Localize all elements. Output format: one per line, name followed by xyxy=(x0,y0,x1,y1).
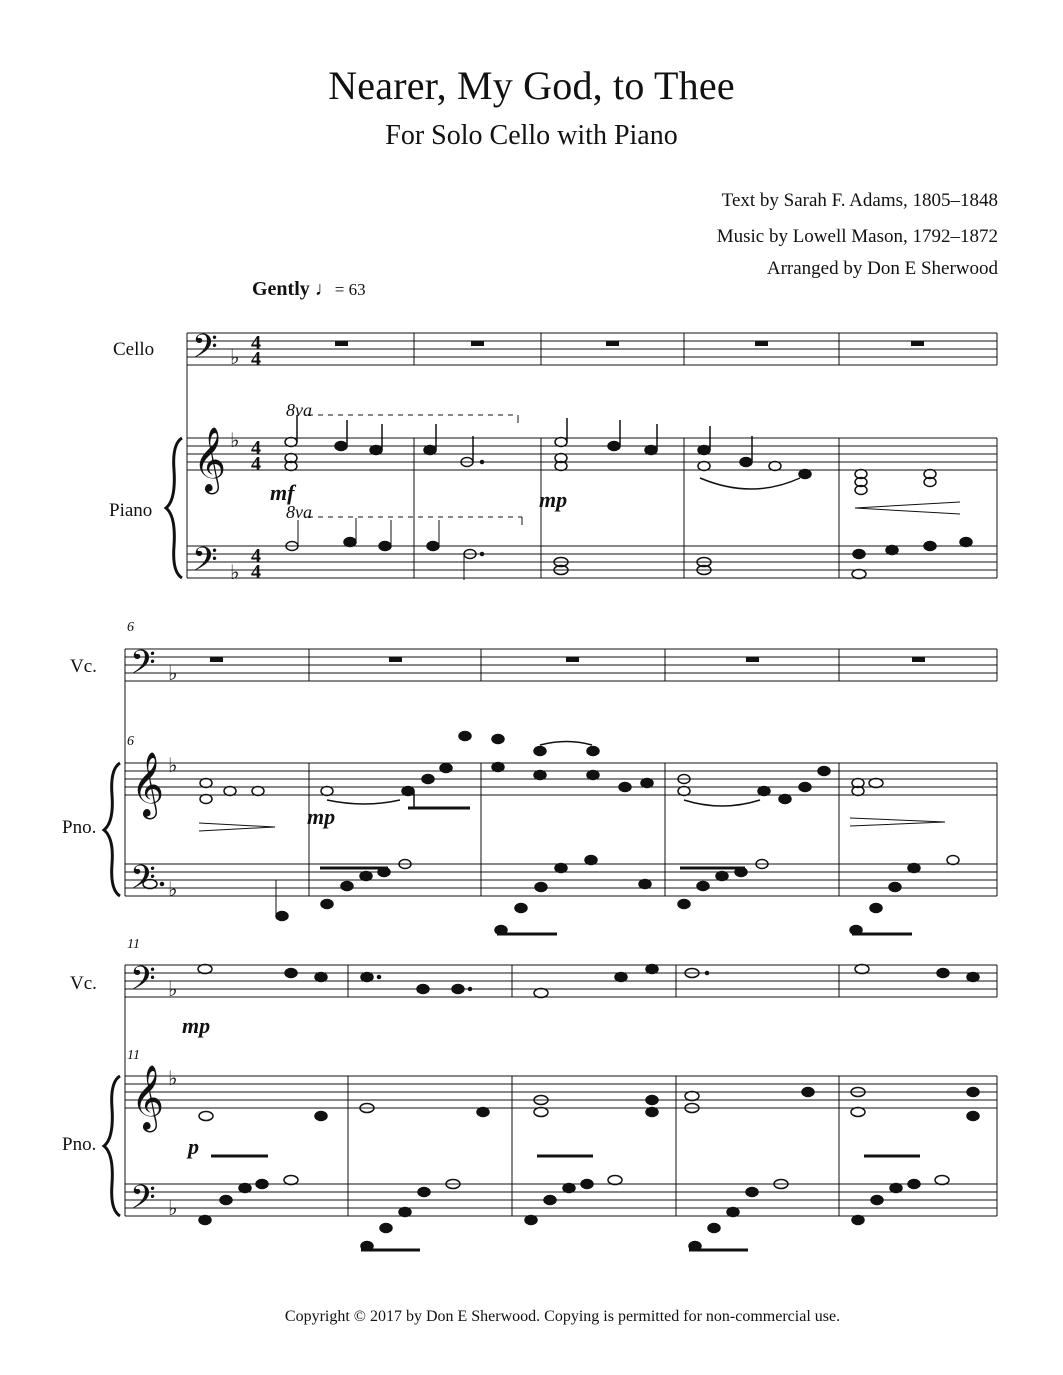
measure-number: 11 xyxy=(127,937,140,952)
flat-icon: ♭ xyxy=(168,877,178,901)
bass-clef-icon: 𝄢 xyxy=(130,1179,156,1225)
piano-rh-staff-1 xyxy=(187,438,997,470)
time-sig-bottom: 4 xyxy=(251,453,261,475)
piano-lh-staff-1 xyxy=(187,546,997,578)
ottava-mark-lh: 8va xyxy=(286,502,312,522)
flat-icon: ♭ xyxy=(168,1196,178,1220)
bass-clef-icon: 𝄢 xyxy=(192,328,218,374)
piano-brace-2 xyxy=(104,763,120,896)
cello-staff-3 xyxy=(125,965,997,997)
piano-brace-1 xyxy=(166,438,182,578)
piano-brace-3 xyxy=(104,1076,120,1216)
dynamic-mark: p xyxy=(188,1134,199,1159)
whole-rest-icon xyxy=(471,341,484,346)
tempo-value: = 63 xyxy=(334,280,366,299)
whole-rests xyxy=(210,341,925,662)
instrument-label-pno: Pno. xyxy=(62,817,97,838)
sys3-lh-notes xyxy=(199,1156,949,1251)
treble-clef-icon: 𝄞 xyxy=(193,427,227,492)
bass-clef-icon: 𝄢 xyxy=(130,644,156,690)
sys1-lh-notes xyxy=(286,518,972,580)
copyright-notice: Copyright © 2017 by Don E Sherwood. Copying is permitted for non-commercial use. xyxy=(284,1308,841,1325)
whole-rest-icon xyxy=(606,341,619,346)
diminuendo-hairpin xyxy=(199,823,275,831)
time-sig-bottom: 4 xyxy=(251,561,261,583)
sys1-rh-notes xyxy=(285,415,936,495)
instrument-label-vc: Vc. xyxy=(70,973,97,994)
ottava-mark-rh: 8va xyxy=(286,400,312,420)
measure-number: 11 xyxy=(127,1048,140,1063)
bass-clef-icon: 𝄢 xyxy=(192,541,218,587)
ottava-brackets xyxy=(308,415,522,517)
piano-lh-staff-3 xyxy=(125,1184,997,1216)
time-sig-bottom: 4 xyxy=(251,348,261,370)
treble-clef-icon: 𝄞 xyxy=(131,752,165,817)
whole-rest-icon xyxy=(389,657,402,662)
music-credit: Music by Lowell Mason, 1792–1872 xyxy=(716,226,998,247)
flat-icon: ♭ xyxy=(168,1066,178,1090)
time-sig-top: 4 xyxy=(251,545,261,567)
tempo-text: Gently xyxy=(252,278,310,300)
page-subtitle: For Solo Cello with Piano xyxy=(385,120,678,151)
measure-number: 6 xyxy=(127,734,134,749)
diminuendo-hairpin xyxy=(850,818,945,826)
whole-rest-icon xyxy=(911,341,924,346)
instrument-label-piano: Piano xyxy=(109,500,153,521)
text-credit: Text by Sarah F. Adams, 1805–1848 xyxy=(721,190,998,211)
note-group xyxy=(143,415,979,1251)
bass-clef-icon: 𝄢 xyxy=(130,859,156,905)
arranger-credit: Arranged by Don E Sherwood xyxy=(766,258,998,279)
sys2-lh-notes xyxy=(143,856,959,935)
cello-staff-2 xyxy=(125,649,997,681)
quarter-note-icon: ♩ xyxy=(314,278,335,300)
whole-rest-icon xyxy=(755,341,768,346)
diminuendo-hairpin xyxy=(855,502,960,514)
whole-rest-icon xyxy=(335,341,348,346)
whole-rest-icon xyxy=(912,657,925,662)
bass-clef-icon: 𝄢 xyxy=(130,960,156,1006)
flat-icon: ♭ xyxy=(230,428,240,452)
whole-rest-icon xyxy=(566,657,579,662)
flat-icon: ♭ xyxy=(168,661,178,685)
instrument-label-vc: Vc. xyxy=(70,656,97,677)
flat-icon: ♭ xyxy=(230,345,240,369)
flat-icon: ♭ xyxy=(168,753,178,777)
flat-icon: ♭ xyxy=(230,560,240,584)
piano-rh-staff-2 xyxy=(125,763,997,795)
time-sig-top: 4 xyxy=(251,437,261,459)
page-title: Nearer, My God, to Thee xyxy=(328,63,735,108)
cello-staff-1 xyxy=(187,333,997,365)
instrument-label-pno: Pno. xyxy=(62,1134,97,1155)
measure-number: 6 xyxy=(127,620,134,635)
whole-rest-icon xyxy=(210,657,223,662)
dynamic-mark: mp xyxy=(539,487,568,512)
treble-clef-icon: 𝄞 xyxy=(131,1065,165,1130)
dynamic-mark: mp xyxy=(182,1013,211,1038)
whole-rest-icon xyxy=(746,657,759,662)
piano-rh-staff-3 xyxy=(125,1076,997,1108)
hairpins xyxy=(199,502,960,831)
dynamic-mark: mf xyxy=(270,480,295,505)
flat-icon: ♭ xyxy=(168,977,178,1001)
time-sig-top: 4 xyxy=(251,332,261,354)
sys2-rh-notes xyxy=(200,732,883,809)
dynamic-mark: mp xyxy=(307,804,336,829)
instrument-label-cello: Cello xyxy=(113,339,155,360)
